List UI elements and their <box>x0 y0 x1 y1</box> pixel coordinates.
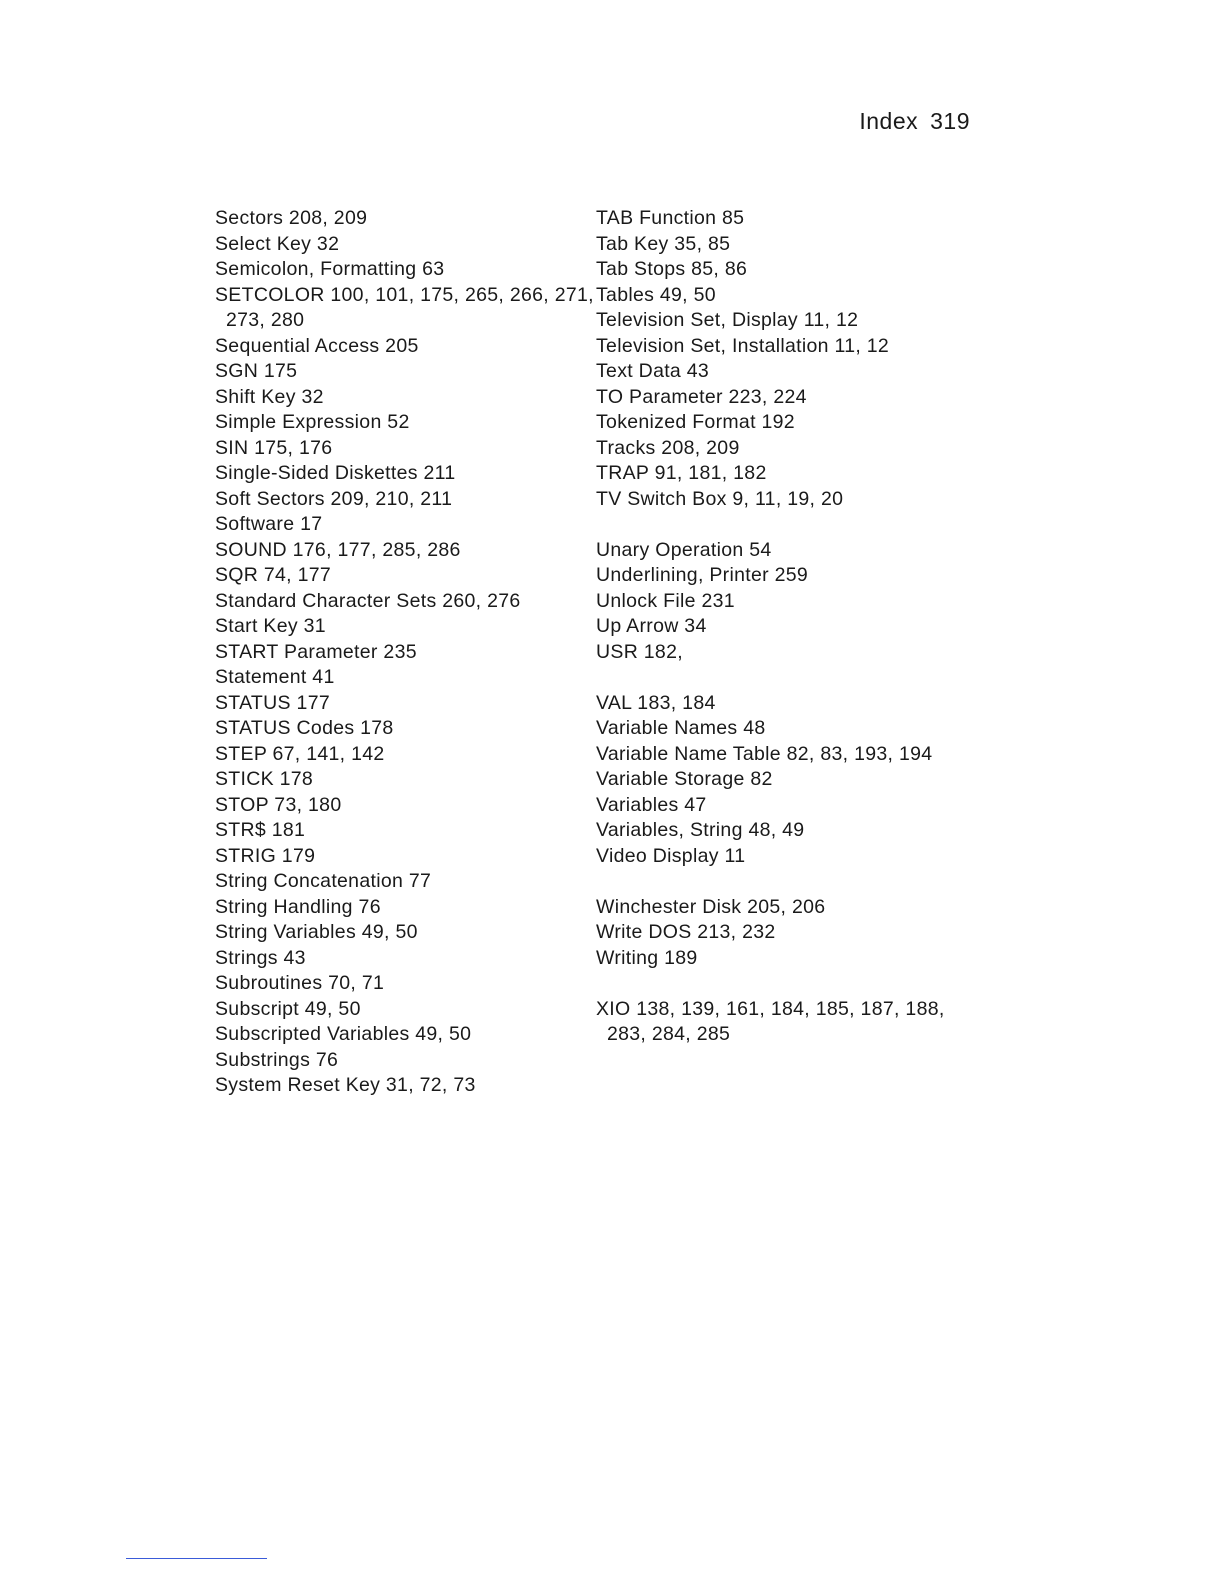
index-entry: Select Key 32 <box>215 232 340 255</box>
section-gap <box>596 869 976 895</box>
section-gap <box>596 971 976 997</box>
index-entry: START Parameter 235 <box>215 640 417 663</box>
index-heading: Index <box>859 108 919 134</box>
index-entry: Tab Key 35, 85 <box>596 232 731 255</box>
index-entry: Sequential Access 205 <box>215 334 419 357</box>
index-entry: Television Set, Display 11, 12 <box>596 309 859 331</box>
index-entry: STICK 178 <box>215 768 314 790</box>
section-gap <box>596 665 976 691</box>
index-entry: Winchester Disk 205, 206 <box>596 895 826 918</box>
index-entry: Variables, String 48, 49 <box>596 819 805 841</box>
index-entry: Substrings 76 <box>215 1048 339 1071</box>
index-entry: SETCOLOR 100, 101, 175, 265, 266, 271, <box>215 283 594 306</box>
index-entry: SQR 74, 177 <box>215 564 332 586</box>
index-entry: Variables 47 <box>596 793 707 816</box>
index-entry: STATUS 177 <box>215 691 330 714</box>
index-entry: Television Set, Installation 11, 12 <box>596 334 890 357</box>
index-entry: STOP 73, 180 <box>215 793 342 816</box>
index-entry: VAL 183, 184 <box>596 691 716 714</box>
index-entry: TAB Function 85 <box>596 207 745 229</box>
index-entry: Variable Storage 82 <box>596 768 773 790</box>
index-entry: STR$ 181 <box>215 819 306 841</box>
index-entry: STRIG 179 <box>215 844 316 867</box>
index-entry: Unary Operation 54 <box>596 538 772 561</box>
index-entry: Underlining, Printer 259 <box>596 564 809 586</box>
index-entry: String Handling 76 <box>215 895 381 918</box>
index-entry: Single-Sided Diskettes 211 <box>215 462 456 484</box>
index-entry: Strings 43 <box>215 946 306 969</box>
index-entry: Start Key 31 <box>215 615 326 637</box>
index-entry: System Reset Key 31, 72, 73 <box>215 1074 476 1096</box>
index-entry: String Variables 49, 50 <box>215 921 418 943</box>
index-entry: XIO 138, 139, 161, 184, 185, 187, 188, <box>596 997 945 1020</box>
index-entry: Shift Key 32 <box>215 385 324 408</box>
page-header <box>859 108 970 135</box>
index-entry: Subroutines 70, 71 <box>215 972 385 994</box>
index-entry: STEP 67, 141, 142 <box>215 742 385 765</box>
index-entry: Video Display 11 <box>596 844 746 867</box>
index-entry: TV Switch Box 9, 11, 19, 20 <box>596 487 844 510</box>
index-entry: Tab Stops 85, 86 <box>596 258 748 280</box>
index-entry: Unlock File 231 <box>596 589 735 612</box>
index-entry: Soft Sectors 209, 210, 211 <box>215 487 453 510</box>
index-entry: SIN 175, 176 <box>215 436 333 459</box>
index-entry: TRAP 91, 181, 182 <box>596 462 767 484</box>
index-entry: Tokenized Format 192 <box>596 411 795 433</box>
index-entry-continuation: 283, 284, 285 <box>607 1023 731 1045</box>
index-entry: String Concatenation 77 <box>215 870 432 892</box>
page-number: 319 <box>930 108 970 134</box>
index-entry: Subscripted Variables 49, 50 <box>215 1023 472 1045</box>
index-column-right <box>596 206 976 1048</box>
index-entry: STATUS Codes 178 <box>215 717 394 739</box>
index-entry: TO Parameter 223, 224 <box>596 385 807 408</box>
index-entry: Software 17 <box>215 513 323 535</box>
index-entry: Statement 41 <box>215 666 335 688</box>
index-entry: Write DOS 213, 232 <box>596 921 776 943</box>
index-entry: Tables 49, 50 <box>596 283 716 306</box>
index-entry: Text Data 43 <box>596 360 710 382</box>
index-entry: Writing 189 <box>596 946 698 969</box>
index-column-left <box>215 206 594 1099</box>
index-entry: SOUND 176, 177, 285, 286 <box>215 538 461 561</box>
index-entry: Simple Expression 52 <box>215 411 410 433</box>
index-entry: Standard Character Sets 260, 276 <box>215 589 521 612</box>
index-entry: SGN 175 <box>215 360 298 382</box>
index-entry-continuation: 273, 280 <box>226 309 305 331</box>
index-entry: Variable Name Table 82, 83, 193, 194 <box>596 742 933 765</box>
index-entry: Subscript 49, 50 <box>215 997 361 1020</box>
section-gap <box>596 512 976 538</box>
index-entry: USR 182, <box>596 640 683 663</box>
index-entry: Semicolon, Formatting 63 <box>215 258 445 280</box>
index-entry: Variable Names 48 <box>596 717 766 739</box>
index-entry: Up Arrow 34 <box>596 615 707 637</box>
footer-rule <box>126 1558 267 1559</box>
index-entry: Sectors 208, 209 <box>215 207 368 229</box>
index-entry: Tracks 208, 209 <box>596 436 740 459</box>
